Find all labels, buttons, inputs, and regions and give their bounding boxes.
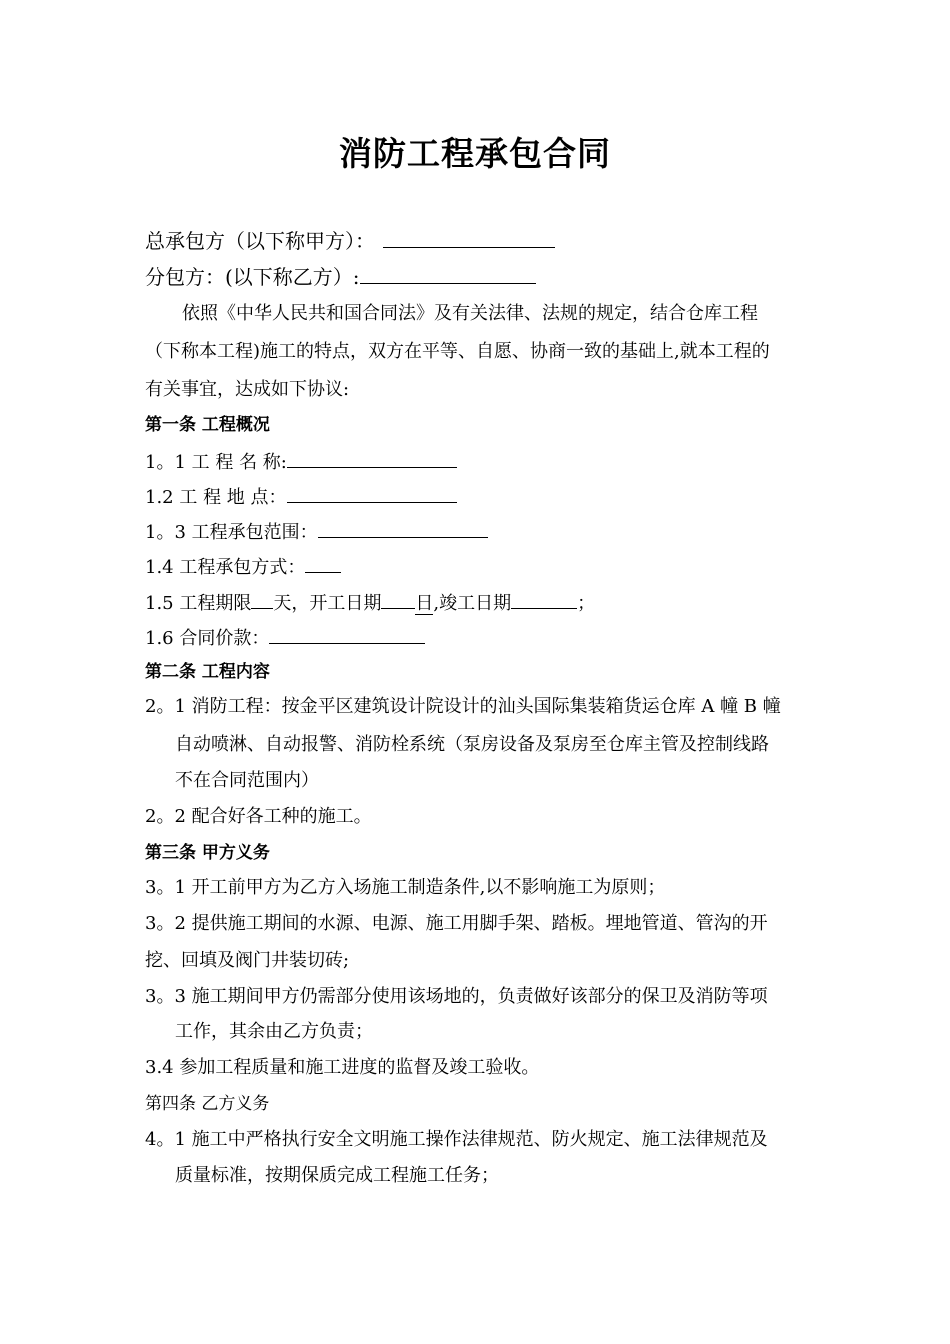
item-1-3-blank[interactable] — [318, 518, 488, 538]
item-1-5 — [145, 589, 595, 616]
item-1-5-end: ； — [577, 593, 596, 614]
intro-line-2: （下称本工程)施工的特点，双方在平等、自愿、协商一致的基础上,就本工程的 — [145, 341, 770, 362]
end-date-blank[interactable] — [511, 589, 577, 609]
contract-price-blank[interactable] — [269, 624, 425, 644]
item-1-6-label: 1.6 合同价款： — [145, 628, 270, 649]
item-1-3-label: 1。3 工程承包范围： — [145, 522, 318, 543]
item-1-4-blank[interactable] — [305, 553, 341, 573]
item-1-2-label: 1.2 工 程 地 点： — [145, 487, 287, 508]
item-4-1-line-2: 质量标准，按期保质完成工程施工任务； — [175, 1165, 499, 1186]
item-2-1-line-2: 自动喷淋、自动报警、消防栓系统（泵房设备及泵房至仓库主管及控制线路 — [175, 734, 769, 755]
item-1-1-blank[interactable] — [287, 448, 457, 468]
party-b-line — [145, 264, 536, 289]
article-2-heading: 第二条 工程内容 — [145, 662, 270, 682]
item-1-5-label: 1.5 工程期限 — [145, 593, 252, 614]
item-1-2 — [145, 483, 457, 510]
item-1-1-label: 1。1 工 程 名 称: — [145, 452, 287, 473]
item-3-1: 3。1 开工前甲方为乙方入场施工制造条件,以不影响施工为原则； — [145, 877, 666, 898]
item-1-4-label: 1.4 工程承包方式： — [145, 557, 306, 578]
item-3-2-line-2: 挖、回填及阀门井装切砖; — [145, 950, 350, 971]
document-title: 消防工程承包合同 — [339, 134, 611, 173]
party-b-label: 分包方：(以下称乙方）: — [145, 265, 360, 289]
end-date-label: ,竣工日期 — [433, 593, 512, 614]
item-1-1 — [145, 448, 457, 475]
item-3-2-line-1: 3。2 提供施工期间的水源、电源、施工用脚手架、踏板。埋地管道、管沟的开 — [145, 913, 768, 934]
item-1-4 — [145, 553, 341, 580]
item-1-2-blank[interactable] — [287, 483, 457, 503]
item-2-1-line-3: 不在合同范围内） — [175, 770, 319, 791]
party-a-line — [145, 228, 555, 253]
start-date-blank[interactable] — [381, 589, 415, 609]
party-a-blank[interactable] — [383, 228, 555, 248]
item-2-1-line-1: 2。1 消防工程：按金平区建筑设计院设计的汕头国际集装箱货运仓库 A 幢 B 幢 — [145, 696, 781, 717]
item-3-3-line-1: 3。3 施工期间甲方仍需部分使用该场地的，负责做好该部分的保卫及消防等项 — [145, 986, 768, 1007]
duration-blank[interactable] — [251, 589, 273, 609]
article-3-heading: 第三条 甲方义务 — [145, 843, 270, 863]
item-1-6 — [145, 624, 425, 651]
party-b-blank[interactable] — [360, 264, 536, 284]
start-day-suffix: 日 — [415, 593, 434, 614]
start-date-label: 天，开工日期 — [273, 593, 382, 614]
article-1-heading: 第一条 工程概况 — [145, 415, 270, 435]
intro-line-1: 依照《中华人民共和国合同法》及有关法律、法规的规定，结合仓库工程 — [182, 303, 758, 324]
item-2-2: 2。2 配合好各工种的施工。 — [145, 806, 372, 827]
article-4-heading: 第四条 乙方义务 — [145, 1094, 270, 1114]
item-3-3-line-2: 工作，其余由乙方负责； — [175, 1021, 373, 1042]
item-1-3 — [145, 518, 488, 545]
item-4-1-line-1: 4。1 施工中严格执行安全文明施工操作法律规范、防火规定、施工法律规范及 — [145, 1129, 768, 1150]
intro-line-3: 有关事宜，达成如下协议: — [145, 379, 350, 400]
party-a-label: 总承包方（以下称甲方）： — [145, 229, 375, 253]
item-3-4: 3.4 参加工程质量和施工进度的监督及竣工验收。 — [145, 1057, 540, 1078]
